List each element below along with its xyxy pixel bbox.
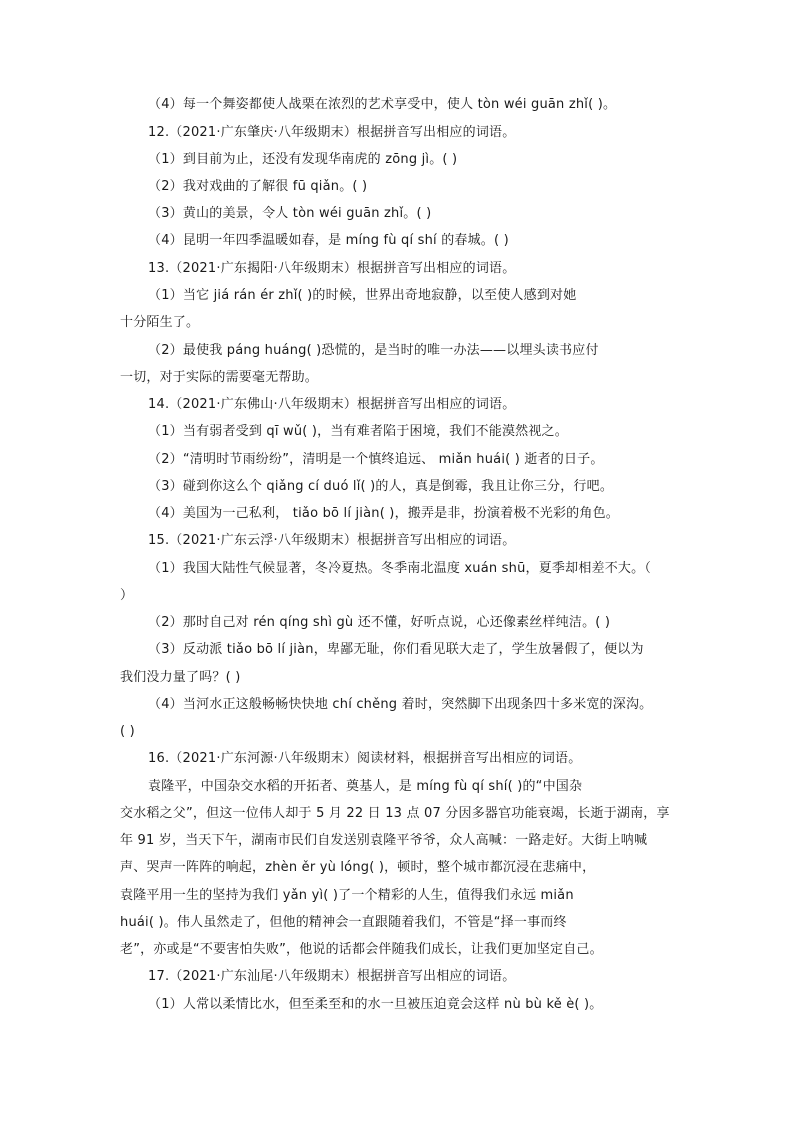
item-14-3: （3）碰到你这么个 qiǎng cí duó lǐ( )的人，真是倒霉，我且让你三分，行吧。 bbox=[148, 479, 614, 494]
question-17-header: 17.（2021·广东汕尾·八年级期末）根据拼音写出相应的词语。 bbox=[148, 969, 516, 984]
passage-16-line-6: huái( )。伟人虽然走了，但他的精神会一直跟随着我们，不管是“择一事而终 bbox=[120, 915, 567, 930]
item-15-2: （2）那时自己对 rén qíng shì gù 还不懂，好听点说，心还像素丝样纯洁。( ) bbox=[148, 615, 611, 630]
passage-16-line-2: 交水稻之父”，但这一位伟人却于 5 月 22 日 13 点 07 分因多器官功能衰竭，长逝于湖南，享 bbox=[120, 806, 670, 821]
item-14-1: （1）当有弱者受到 qī wǔ( )，当有难者陷于困境，我们不能漠然视之。 bbox=[148, 424, 568, 439]
item-13-2-cont: 一切，对于实际的需要毫无帮助。 bbox=[120, 370, 319, 385]
item-12-2: （2）我对戏曲的了解很 fū qiǎn。( ) bbox=[148, 179, 368, 194]
question-15-header: 15.（2021·广东云浮·八年级期末）根据拼音写出相应的词语。 bbox=[148, 533, 516, 548]
passage-16-line-3: 年 91 岁，当天下午，湖南市民们自发送别袁隆平爷爷，众人高喊：一路走好。大街上呐喊 bbox=[120, 833, 648, 848]
item-15-3-cont: 我们没力量了吗？( ) bbox=[120, 670, 241, 685]
question-16-header: 16.（2021·广东河源·八年级期末）阅读材料，根据拼音写出相应的词语。 bbox=[148, 751, 582, 766]
passage-16-line-4: 声、哭声一阵阵的响起，zhèn ěr yù lóng( )，顿时，整个城市都沉浸在悲痛中， bbox=[120, 860, 596, 875]
item-12-4: （4）昆明一年四季温暖如春，是 míng fù qí shí 的春城。( ) bbox=[148, 233, 509, 248]
item-13-1-cont: 十分陌生了。 bbox=[120, 315, 200, 330]
item-15-3: （3）反动派 tiǎo bō lí jiàn，卑鄙无耻，你们看见联大走了，学生放暑假了，便以为 bbox=[148, 642, 644, 657]
passage-16-line-5: 袁隆平用一生的坚持为我们 yǎn yì( )了一个精彩的人生，值得我们永远 miǎn bbox=[120, 888, 574, 903]
item-15-4: （4）当河水正这般畅畅快快地 chí chěng 着时，突然脚下出现条四十多米宽的深沟。 bbox=[148, 697, 653, 712]
item-15-1-cont: ） bbox=[120, 588, 134, 603]
item-12-1: （1）到目前为止，还没有发现华南虎的 zōng jì。( ) bbox=[148, 152, 458, 167]
question-14-header: 14.（2021·广东佛山·八年级期末）根据拼音写出相应的词语。 bbox=[148, 397, 516, 412]
item-12-3: （3）黄山的美景，令人 tòn wéi guān zhǐ。( ) bbox=[148, 206, 432, 221]
item-15-4-cont: ( ) bbox=[120, 724, 135, 739]
item-11-4: （4）每一个舞姿都使人战栗在浓烈的艺术享受中，使人 tòn wéi guān zhǐ( )。 bbox=[148, 97, 617, 112]
item-13-1: （1）当它 jiá rán ér zhǐ( )的时候，世界出奇地寂静，以至使人感到对她 bbox=[148, 288, 577, 303]
item-13-2: （2）最使我 páng huáng( )恐慌的，是当时的唯一办法——以埋头读书应付 bbox=[148, 343, 599, 358]
item-17-1: （1）人常以柔情比水，但至柔至和的水一旦被压迫竟会这样 nù bù kě è( )。 bbox=[148, 997, 603, 1012]
passage-16-line-7: 老”，亦或是“不要害怕失败”，他说的话都会伴随我们成长，让我们更加坚定自己。 bbox=[120, 942, 603, 957]
question-12-header: 12.（2021·广东肇庆·八年级期末）根据拼音写出相应的词语。 bbox=[148, 125, 516, 140]
passage-16-line-1: 袁隆平，中国杂交水稻的开拓者、奠基人，是 míng fù qí shí( )的“中国杂 bbox=[148, 779, 583, 794]
question-13-header: 13.（2021·广东揭阳·八年级期末）根据拼音写出相应的词语。 bbox=[148, 261, 516, 276]
item-14-2: （2）“清明时节雨纷纷”，清明是一个慎终追远、 miǎn huái( ) 逝者的日子。 bbox=[148, 452, 604, 467]
item-14-4: （4）美国为一己私利， tiǎo bō lí jiàn( )，搬弄是非，扮演着极不光彩的角色。 bbox=[148, 506, 619, 521]
item-15-1: （1）我国大陆性气候显著，冬冷夏热。冬季南北温度 xuán shū，夏季却相差不大。（ bbox=[148, 561, 652, 576]
